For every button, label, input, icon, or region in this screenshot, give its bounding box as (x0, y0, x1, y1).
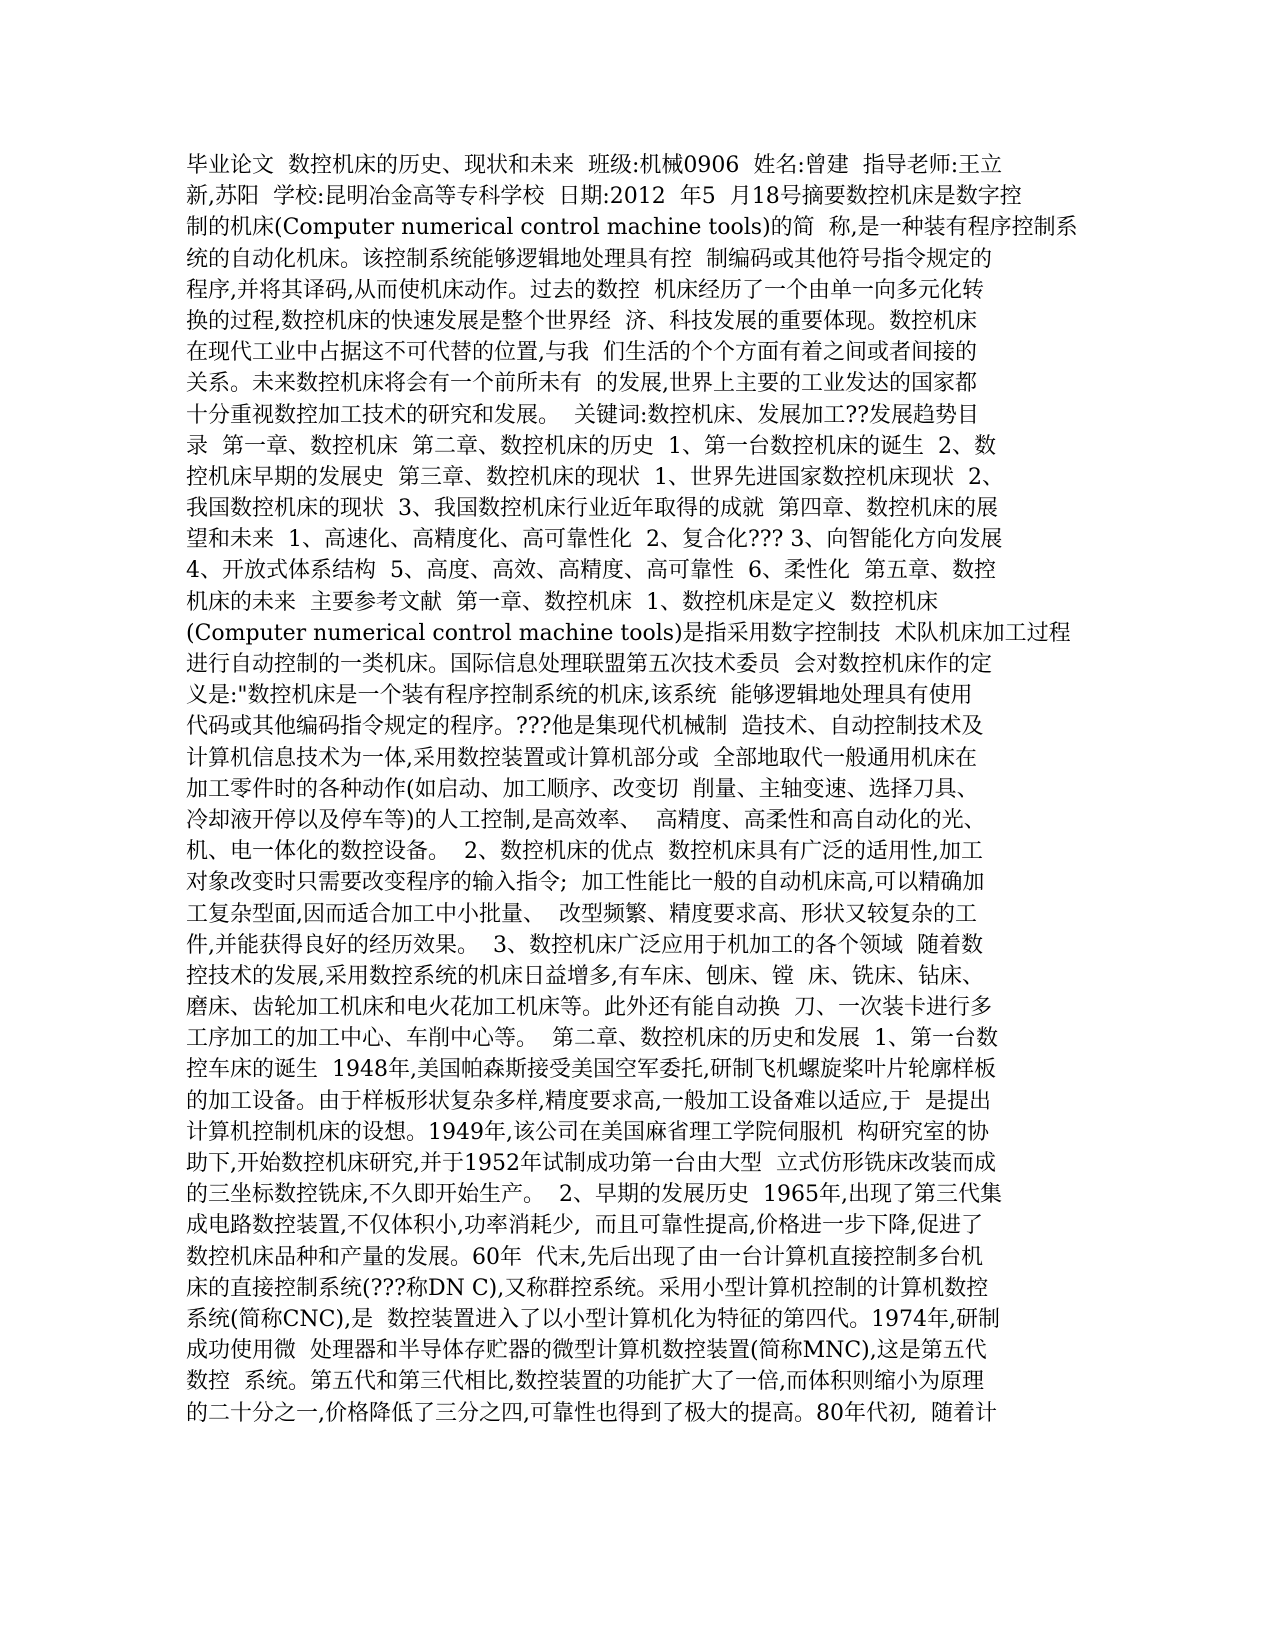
text-line: 控机床早期的发展史 第三章、数控机床的现状 1、世界先进国家数控机床现状 2、 (186, 464, 1004, 490)
text-line: 成功使用微 处理器和半导体存贮器的微型计算机数控装置(简称MNC),这是第五代 (186, 1338, 987, 1364)
text-line: 助下,开始数控机床研究,并于1952年试制成功第一台由大型 立式仿形铣床改装而成 (186, 1151, 996, 1176)
text-line: 在现代工业中占据这不可代替的位置,与我 们生活的个个方面有着之间或者间接的 (186, 340, 977, 366)
text-line: 录 第一章、数控机床 第二章、数控机床的历史 1、第一台数控机床的诞生 2、数 (186, 433, 996, 459)
text-line: 关系。未来数控机床将会有一个前所未有 的发展,世界上主要的工业发达的国家都 (186, 371, 977, 397)
text-line: 控车床的诞生 1948年,美国帕森斯接受美国空军委托,研制飞机螺旋桨叶片轮廓样板 (186, 1057, 996, 1083)
text-line: 的加工设备。由于样板形状复杂多样,精度要求高,一般加工设备难以适应,于 是提出 (186, 1088, 991, 1114)
text-line: 义是:"数控机床是一个装有程序控制系统的机床,该系统 能够逻辑地处理具有使用 (186, 683, 973, 709)
text-line: 计算机控制机床的设想。1949年,该公司在美国麻省理工学院伺服机 构研究室的协 (186, 1119, 989, 1145)
text-line: 统的自动化机床。该控制系统能够逻辑地处理具有控 制编码或其他符号指令规定的 (186, 246, 992, 272)
text-line: 程序,并将其译码,从而使机床动作。过去的数控 机床经历了一个由单一向多元化转 (186, 277, 984, 303)
text-line: 毕业论文 数控机床的历史、现状和未来 班级:机械0906 姓名:曾建 指导老师:王立 (186, 153, 1003, 178)
text-line: 我国数控机床的现状 3、我国数控机床行业近年取得的成就 第四章、数控机床的展 (186, 496, 998, 522)
text-line: 工序加工的加工中心、车削中心等。 第二章、数控机床的历史和发展 1、第一台数 (186, 1026, 998, 1052)
text-line: 十分重视数控加工技术的研究和发展。 关键词:数控机床、发展加工??发展趋势目 (186, 402, 979, 428)
text-line: 4、开放式体系结构 5、高度、高效、高精度、高可靠性 6、柔性化 第五章、数控 (186, 558, 996, 584)
text-line: 机床的未来 主要参考文献 第一章、数控机床 1、数控机床是定义 数控机床 (186, 589, 938, 615)
text-line: 系统(简称CNC),是 数控装置进入了以小型计算机化为特征的第四代。1974年,研制 (186, 1306, 1001, 1332)
text-line: 代码或其他编码指令规定的程序。???他是集现代机械制 造技术、自动控制技术及 (186, 714, 984, 740)
text-line: 的二十分之一,价格降低了三分之四,可靠性也得到了极大的提高。80年代初, 随着计 (186, 1400, 997, 1426)
text-line: 件,并能获得良好的经历效果。 3、数控机床广泛应用于机加工的各个领域 随着数 (186, 932, 983, 958)
text-line: 加工零件时的各种动作(如启动、加工顺序、改变切 削量、主轴变速、选择刀具、 (186, 776, 979, 802)
text-line: 成电路数控装置,不仅体积小,功率消耗少, 而且可靠性提高,价格进一步下降,促进了 (186, 1213, 983, 1239)
text-line: 控技术的发展,采用数控系统的机床日益增多,有车床、刨床、镗 床、铣床、钻床、 (186, 963, 984, 989)
text-line: 工复杂型面,因而适合加工中小批量、 改型频繁、精度要求高、形状又较复杂的工 (186, 901, 977, 927)
text-line: 换的过程,数控机床的快速发展是整个世界经 济、科技发展的重要体现。数控机床 (186, 308, 977, 334)
text-line: 对象改变时只需要改变程序的输入指令; 加工性能比一般的自动机床高,可以精确加 (186, 870, 985, 896)
text-line: 冷却液开停以及停车等)的人工控制,是高效率、 高精度、高柔性和高自动化的光、 (186, 807, 986, 833)
text-line: 数控机床品种和产量的发展。60年 代末,先后出现了由一台计算机直接控制多台机 (186, 1244, 983, 1270)
text-line: (Computer numerical control machine tools)是指采用数字控制技 术队机床加工过程 (186, 620, 1071, 646)
text-line: 进行自动控制的一类机床。国际信息处理联盟第五次技术委员 会对数控机床作的定 (186, 652, 992, 677)
text-line: 床的直接控制系统(???称DN C),又称群控系统。采用小型计算机控制的计算机数控 (186, 1275, 989, 1301)
text-line: 数控 系统。第五代和第三代相比,数控装置的功能扩大了一倍,而体积则缩小为原理 (186, 1369, 984, 1395)
text-line: 磨床、齿轮加工机床和电火花加工机床等。此外还有能自动换 刀、一次装卡进行多 (186, 995, 992, 1021)
text-line: 新,苏阳 学校:昆明冶金高等专科学校 日期:2012 年5 月18号摘要数控机床是数字控 (186, 184, 1022, 210)
text-line: 望和未来 1、高速化、高精度化、高可靠性化 2、复合化??? 3、向智能化方向发展 (186, 527, 1003, 553)
text-line: 制的机床(Computer numerical control machine tools)的简 称,是一种装有程序控制系 (186, 215, 1078, 241)
text-line: 的三坐标数控铣床,不久即开始生产。 2、早期的发展历史 1965年,出现了第三代集 (186, 1182, 1002, 1208)
body-text (186, 150, 1091, 1429)
text-line: 计算机信息技术为一体,采用数控装置或计算机部分或 全部地取代一般通用机床在 (186, 745, 977, 771)
text-line: 机、电一体化的数控设备。 2、数控机床的优点 数控机床具有广泛的适用性,加工 (186, 839, 983, 865)
